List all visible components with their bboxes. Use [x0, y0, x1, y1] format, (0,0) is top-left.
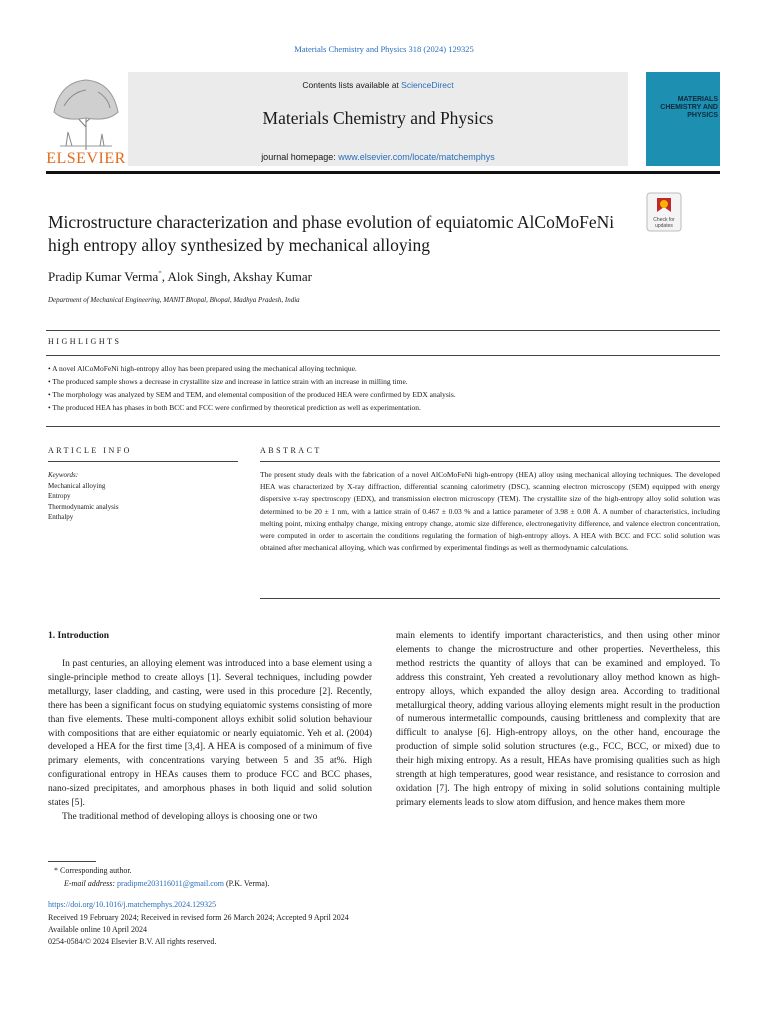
check-for-updates-badge[interactable]	[646, 192, 682, 232]
highlight-item: • The produced sample shows a decrease in crystallite size and increase in lattice strain with an increase in milling time.	[48, 377, 408, 386]
divider	[48, 461, 238, 462]
divider	[46, 355, 720, 356]
section-heading: 1. Introduction	[48, 631, 110, 641]
email-line: E-mail address: pradipme203116011@gmail.com (P.K. Verma).	[64, 879, 270, 888]
column-right	[396, 630, 720, 811]
article-info-heading: ARTICLE INFO	[48, 446, 132, 455]
author-name[interactable]: Akshay Kumar	[232, 269, 312, 284]
abstract-heading: ABSTRACT	[260, 446, 322, 455]
keyword: Mechanical alloying	[48, 481, 106, 490]
keywords-block	[48, 470, 119, 523]
contents-line: Contents lists available at ScienceDirect	[302, 80, 454, 90]
copyright: 0254-0584/© 2024 Elsevier B.V. All rights reserved.	[48, 937, 217, 946]
divider	[260, 461, 720, 462]
footnote-rule	[48, 861, 96, 862]
highlight-item: • A novel AlCoMoFeNi high-entropy alloy has been prepared using the mechanical alloying technique.	[48, 364, 357, 373]
keyword: Enthalpy	[48, 513, 74, 521]
doi-link[interactable]: https://doi.org/10.1016/j.matchemphys.2024.129325	[48, 900, 217, 909]
author-name[interactable]: Pradip Kumar Verma	[48, 269, 159, 284]
highlights-list	[48, 362, 728, 414]
svg-text:Check for: Check for	[653, 217, 675, 223]
keyword: Entropy	[48, 492, 71, 500]
divider	[46, 330, 720, 331]
corresponding-mark[interactable]: *	[158, 269, 162, 278]
divider	[260, 598, 720, 599]
author-name[interactable]: Alok Singh	[167, 269, 228, 284]
journal-citation[interactable]: Materials Chemistry and Physics 318 (2024) 129325	[294, 44, 474, 54]
paragraph: In past centuries, an alloying element was introduced into a base element using a single-principle method to create alloys [1]. Several techniques, including powder metallurgy, laser cladding, and casting, were used in this procedure [2]. Recently, there has been a significant focus on studying equiatomic systems consisting of more than five elements. These multi-component alloys exhibit solid solution behaviour with compositions that are either equiatomic or nearly equiatomic. Yeh et al. (2004) developed a HEA for the first time [3,4]. A HEA is composed of a minimum of five primary elements, with concentrations varying between 5 and 35 at%. High configurational entropy in HEAs causes them to produce FCC and BCC phases, nano-sized precipitates, and amorphous phases in both liquid and solid solution states [5].	[48, 659, 372, 809]
keyword: Thermodynamic analysis	[48, 502, 119, 511]
corresponding-note: * Corresponding author.	[54, 866, 132, 875]
svg-text:updates: updates	[655, 223, 673, 229]
highlight-item: • The morphology was analyzed by SEM and TEM, and elemental composition of the produced HEA were confirmed by EDX analysis.	[48, 390, 456, 399]
cover-title: MATERIALS CHEMISTRY AND PHYSICS	[660, 96, 718, 119]
journal-homepage: journal homepage: www.elsevier.com/locate/matchemphys	[261, 152, 495, 162]
column-left	[48, 658, 372, 825]
publisher-name: ELSEVIER	[46, 150, 126, 167]
journal-title: Materials Chemistry and Physics	[262, 108, 494, 128]
available-online: Available online 10 April 2024	[48, 925, 147, 934]
homepage-link[interactable]: www.elsevier.com/locate/matchemphys	[338, 152, 495, 162]
paragraph: The traditional method of developing alloys is choosing one or two	[62, 811, 318, 822]
header-rule	[46, 171, 720, 174]
article-title: Microstructure characterization and phase evolution of equiatomic AlCoMoFeNi high entropy alloy synthesized by mechanical alloying	[48, 212, 615, 255]
sciencedirect-link[interactable]: ScienceDirect	[401, 80, 454, 90]
divider	[46, 426, 720, 427]
highlights-heading: HIGHLIGHTS	[48, 337, 122, 346]
highlight-item: • The produced HEA has phases in both BCC and FCC were confirmed by theoretical prediction as well as experimentation.	[48, 403, 421, 412]
author-list: Pradip Kumar Verma*, Alok Singh, Akshay Kumar	[48, 269, 312, 284]
keywords-label: Keywords:	[48, 471, 79, 479]
affiliation: Department of Mechanical Engineering, MANIT Bhopal, Bhopal, Madhya Pradesh, India	[48, 296, 300, 304]
received-dates: Received 19 February 2024; Received in revised form 26 March 2024; Accepted 9 April 2024	[48, 913, 349, 922]
abstract-text: The present study deals with the fabrication of a novel AlCoMoFeNi high-entropy (HEA) alloy using mechanical alloying techniques. The developed HEA was characterized by X-ray diffraction, differential scanning calorimetry (DSC), scanning electron microscopy (SEM) equipped with energy dispersive x-ray spectroscopy (EDX), and transmission electron microscopy (TEM). The crystallite size of the high-entropy alloy solid solution was determined to be 20 ± 1 nm, with a lattice strain of 0.467 ± 0.03 % and a lattice parameter of 3.98 ± 0.08 Å. A number of characteristics, including melting point, mixing enthalpy change, mixing entropy change, atomic size difference, electronegativity difference, and valence electron concentration, were computed in order to ascertain the conditions regulating the formation of high-entropy alloys. A HEA with BCC and FCC solid solution was obtained after mechanical alloying, which was confirmed by experimental findings as well as thermodynamic calculations.	[260, 470, 720, 553]
paragraph: main elements to identify important characteristics, and then using other minor elements to change the microstructure and other properties. Nevertheless, this method restricts the quantity of alloys that can be examined and employed. To address this constraint, Yeh created a revolutionary alloy method known as high-entropy alloys, which expanded the alloy design area. According to traditional metallurgical theory, adding various alloying elements might result in the production of numerous intermetallic compounds, causing brittleness and complexity that are difficult to analyse [6]. High-entropy alloys, on the other hand, encourage the production of simple solid solution structures (e.g., FCC, BCC, or mixed) due to their high mixing entropy. As a result, HEAs have promising qualities such as high strength at high temperatures, good wear resistance, and resistance to corrosion and oxidation [7]. The high entropy of mixing in solid solutions containing multiple primary elements leads to slow atom diffusion, and hence makes them more	[396, 631, 720, 808]
email-link[interactable]: pradipme203116011@gmail.com	[117, 879, 225, 888]
